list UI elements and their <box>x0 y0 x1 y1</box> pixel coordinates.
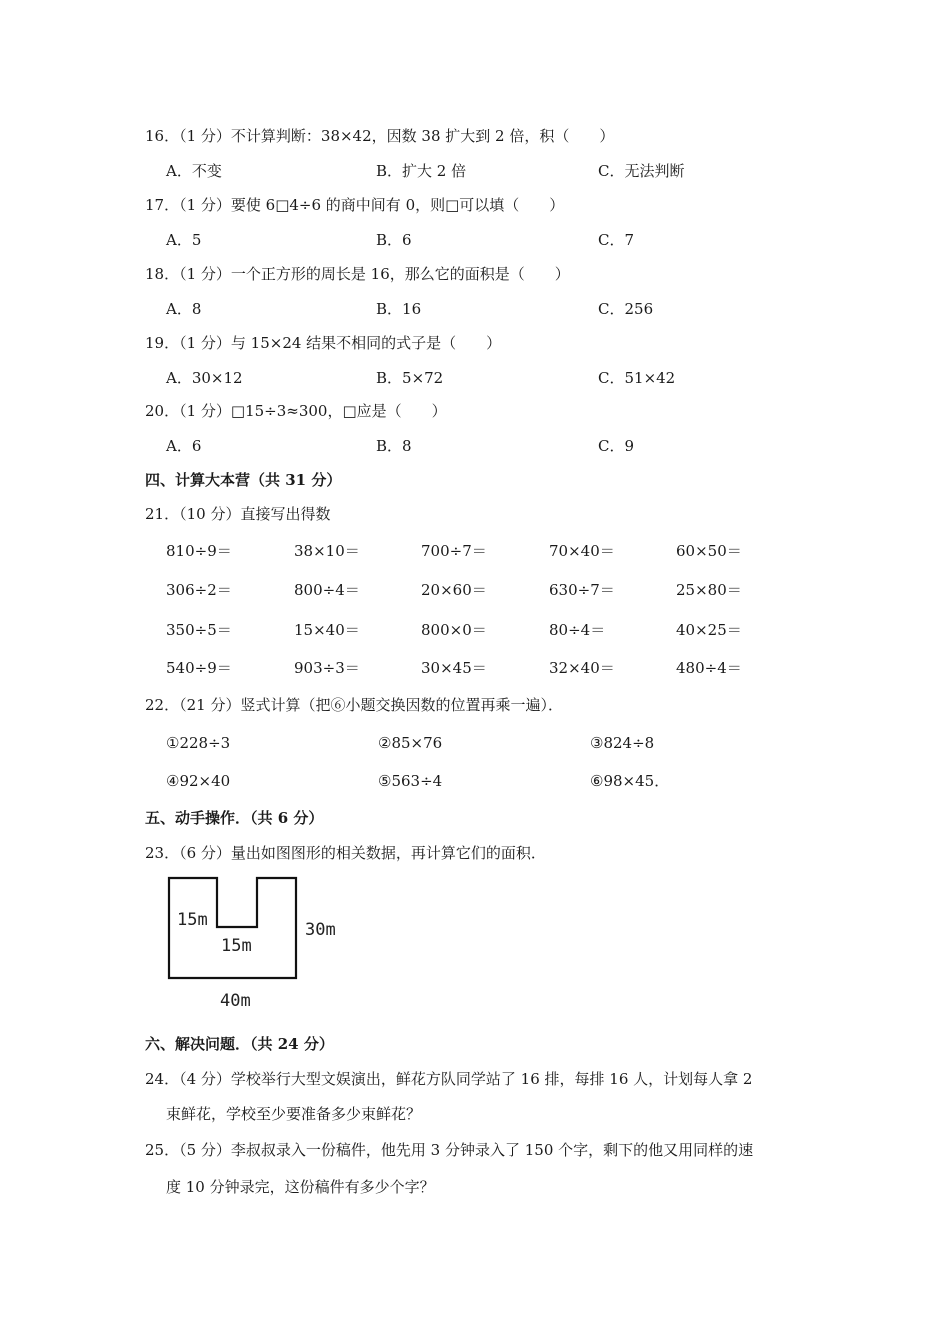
q22-item: ③824÷8 <box>590 734 655 752</box>
q21-cell: 810÷9＝ <box>166 542 232 560</box>
question-25-line-2: 度 10 分钟录完，这份稿件有多少个字？ <box>166 1178 435 1196</box>
question-24-line-1: 24．（4 分）学校举行大型文娱演出，鲜花方队同学站了 16 排，每排 16 人，计划每人拿 2 <box>145 1070 753 1088</box>
label-bottom-width: 40m <box>220 991 251 1011</box>
q21-cell: 903÷3＝ <box>294 659 360 677</box>
q21-cell: 15×40＝ <box>294 621 360 639</box>
section-5-heading: 五、动手操作．（共 6 分） <box>145 809 324 827</box>
q21-cell: 60×50＝ <box>676 542 742 560</box>
question-20-stem: 20．（1 分）□15÷3≈300，□应是（ ） <box>145 402 447 420</box>
question-20-option-b: B．8 <box>376 437 412 455</box>
q21-cell: 40×25＝ <box>676 621 742 639</box>
q21-cell: 38×10＝ <box>294 542 360 560</box>
q21-cell: 306÷2＝ <box>166 581 232 599</box>
q21-cell: 630÷7＝ <box>549 581 615 599</box>
question-16-option-a: A．不变 <box>166 162 222 180</box>
question-24-line-2: 束鲜花，学校至少要准备多少束鲜花？ <box>166 1105 422 1123</box>
q21-cell: 30×45＝ <box>421 659 487 677</box>
q21-cell: 800×0＝ <box>421 621 487 639</box>
q21-cell: 20×60＝ <box>421 581 487 599</box>
question-17-option-b: B．6 <box>376 231 412 249</box>
label-left-height: 15m <box>177 910 208 930</box>
question-17-option-c: C．7 <box>598 231 635 249</box>
question-18-option-c: C．256 <box>598 300 654 318</box>
q21-cell: 480÷4＝ <box>676 659 742 677</box>
question-16-option-b: B．扩大 2 倍 <box>376 162 467 180</box>
u-shape-figure <box>160 870 360 1015</box>
section-4-heading: 四、计算大本营（共 31 分） <box>145 471 342 489</box>
q21-cell: 700÷7＝ <box>421 542 487 560</box>
question-16-stem: 16．（1 分）不计算判断：38×42，因数 38 扩大到 2 倍，积（ ） <box>145 127 615 145</box>
question-16-option-c: C．无法判断 <box>598 162 685 180</box>
q21-cell: 32×40＝ <box>549 659 615 677</box>
q21-cell: 25×80＝ <box>676 581 742 599</box>
question-19-stem: 19．（1 分）与 15×24 结果不相同的式子是（ ） <box>145 334 502 352</box>
q22-item: ⑥98×45． <box>590 772 670 790</box>
question-19-option-c: C．51×42 <box>598 369 676 387</box>
label-right-height: 30m <box>305 920 336 940</box>
question-21-stem: 21．（10 分）直接写出得数 <box>145 505 331 523</box>
question-17-stem: 17．（1 分）要使 6□4÷6 的商中间有 0，则□可以填（ ） <box>145 196 565 214</box>
question-25-line-1: 25．（5 分）李叔叔录入一份稿件，他先用 3 分钟录入了 150 个字，剩下的他又用同样的速 <box>145 1141 754 1159</box>
label-notch-width: 15m <box>221 936 252 956</box>
q21-cell: 80÷4＝ <box>549 621 606 639</box>
question-17-option-a: A．5 <box>166 231 202 249</box>
question-20-option-a: A．6 <box>166 437 202 455</box>
q21-cell: 540÷9＝ <box>166 659 232 677</box>
section-6-heading: 六、解决问题．（共 24 分） <box>145 1035 334 1053</box>
question-18-option-a: A．8 <box>166 300 202 318</box>
q22-item: ②85×76 <box>378 734 443 752</box>
question-19-option-b: B．5×72 <box>376 369 444 387</box>
question-18-option-b: B．16 <box>376 300 422 318</box>
q22-item: ④92×40 <box>166 772 231 790</box>
question-20-option-c: C．9 <box>598 437 635 455</box>
q22-item: ⑤563÷4 <box>378 772 443 790</box>
question-23-stem: 23．（6 分）量出如图图形的相关数据，再计算它们的面积． <box>145 844 546 862</box>
question-18-stem: 18．（1 分）一个正方形的周长是 16，那么它的面积是（ ） <box>145 265 570 283</box>
question-19-option-a: A．30×12 <box>166 369 243 387</box>
q21-cell: 70×40＝ <box>549 542 615 560</box>
question-22-stem: 22．（21 分）竖式计算（把⑥小题交换因数的位置再乘一遍）． <box>145 696 563 714</box>
q21-cell: 350÷5＝ <box>166 621 232 639</box>
q22-item: ①228÷3 <box>166 734 231 752</box>
q21-cell: 800÷4＝ <box>294 581 360 599</box>
